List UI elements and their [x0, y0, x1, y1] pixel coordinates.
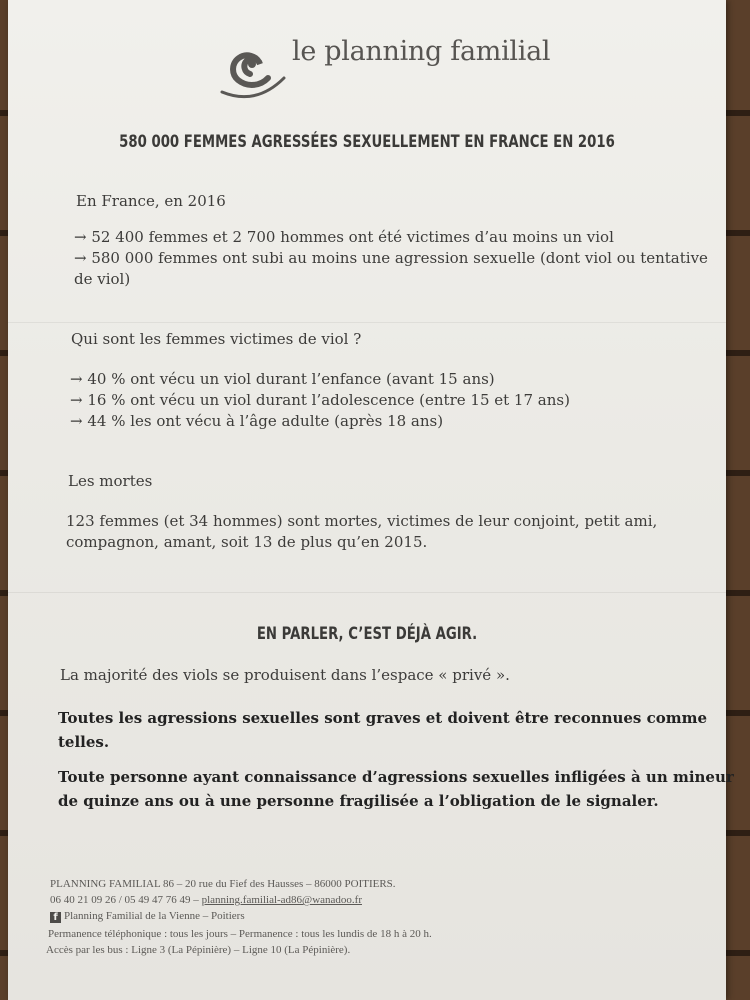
closing-bold-text: de quinze ans ou à une personne fragilisée a l’obligation de le signaler.: [58, 792, 659, 810]
stat-line: → 16 % ont vécu un viol durant l’adolescence (entre 15 et 17 ans): [70, 391, 570, 409]
stat-line: → 40 % ont vécu un viol durant l’enfance (avant 15 ans): [70, 370, 495, 388]
stat-line: → 44 % les ont vécu à l’âge adulte (après 18 ans): [70, 412, 444, 430]
footer-email-link[interactable]: planning.familial-ad86@wanadoo.fr: [201, 894, 362, 906]
paper-sheet: [8, 0, 734, 1000]
stat-line: compagnon, amant, soit 13 de plus qu’en 2015.: [66, 533, 428, 551]
paper-fold: [8, 592, 726, 593]
subtitle: EN PARLER, C’EST DÉJÀ AGIR.: [256, 624, 478, 644]
swirl-logo-icon: [220, 34, 288, 104]
footer-hours: Permanence téléphonique : tous les jours – Permanence : tous les lundis de 18 h à 20 h.: [48, 928, 432, 940]
footer-facebook: [50, 910, 245, 923]
footer-facebook-label: Planning Familial de la Vienne – Poitiers: [64, 910, 245, 922]
footer-contact: [50, 894, 362, 906]
footer-bus: Accès par les bus : Ligne 3 (La Pépinière) – Ligne 10 (La Pépinière).: [46, 944, 351, 956]
logo-text: le planning familial: [292, 36, 551, 67]
section-heading: Les mortes: [68, 472, 153, 490]
section-heading: En France, en 2016: [76, 192, 226, 210]
footer-phones: 06 40 21 09 26 / 05 49 47 76 49 –: [50, 894, 202, 906]
paper-fold: [8, 322, 726, 323]
stat-line: 123 femmes (et 34 hommes) sont mortes, victimes de leur conjoint, petit ami,: [66, 512, 658, 530]
stat-line: de viol): [74, 270, 131, 288]
facebook-icon: f: [50, 912, 61, 923]
closing-text: La majorité des viols se produisent dans l’espace « privé ».: [60, 666, 510, 684]
closing-bold-text: telles.: [58, 733, 110, 751]
closing-bold-text: Toutes les agressions sexuelles sont graves et doivent être reconnues comme: [58, 709, 708, 727]
section-heading: Qui sont les femmes victimes de viol ?: [71, 330, 362, 348]
closing-bold-text: Toute personne ayant connaissance d’agressions sexuelles infligées à un mineur: [58, 768, 734, 786]
logo: [220, 34, 620, 104]
stat-line: → 52 400 femmes et 2 700 hommes ont été victimes d’au moins un viol: [74, 228, 614, 246]
page-title: 580 000 FEMMES AGRESSÉES SEXUELLEMENT EN FRANCE EN 2016: [119, 132, 615, 152]
stat-line: → 580 000 femmes ont subi au moins une agression sexuelle (dont viol ou tentative: [74, 249, 708, 267]
footer-address: PLANNING FAMILIAL 86 – 20 rue du Fief des Hausses – 86000 POITIERS.: [50, 878, 396, 890]
